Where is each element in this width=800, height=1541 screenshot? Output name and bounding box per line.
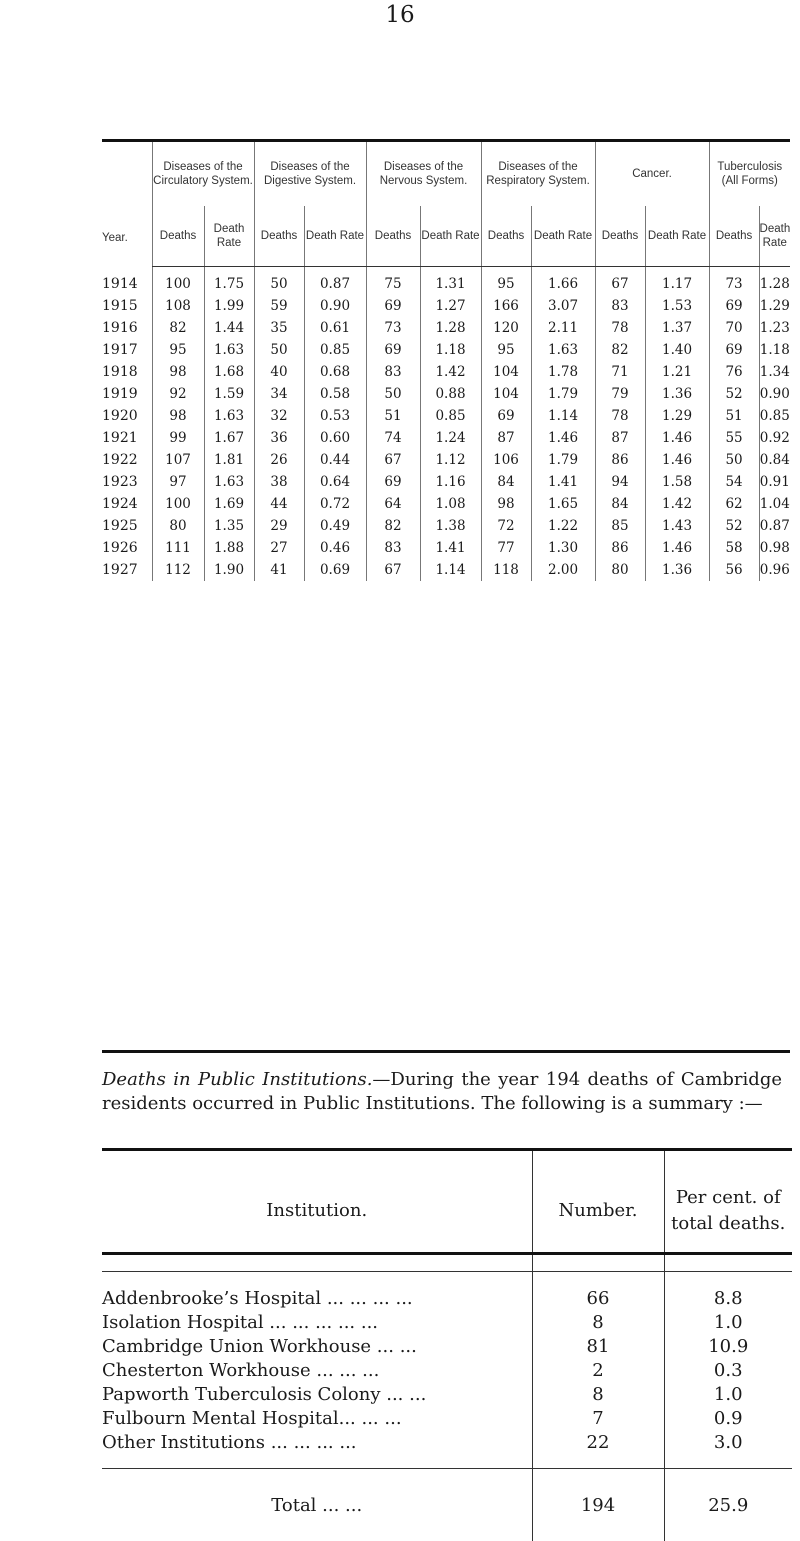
death-rate-cell: 1.40 (645, 339, 709, 361)
death-rate-cell: 1.08 (420, 493, 481, 515)
mortality-table (102, 142, 790, 581)
year-cell: 1918 (102, 361, 152, 383)
institution-percent: 0.9 (664, 1406, 792, 1430)
group-header-digestive: Diseases of the Digestive System. (254, 142, 366, 206)
total-label: Total ... ... (102, 1469, 532, 1541)
institution-column-header: Institution. (102, 1151, 532, 1272)
year-cell: 1923 (102, 471, 152, 493)
death-rate-cell: 2.00 (531, 559, 595, 581)
death-rate-cell: 1.59 (204, 383, 254, 405)
deaths-cell: 92 (152, 383, 204, 405)
deaths-cell: 50 (366, 383, 420, 405)
deaths-cell: 86 (595, 537, 645, 559)
deaths-cell: 40 (254, 361, 304, 383)
table-bottom-rule (102, 1050, 790, 1053)
death-rate-cell: 2.11 (531, 317, 595, 339)
death-rate-cell: 1.63 (204, 405, 254, 427)
death-rate-cell: 1.81 (204, 449, 254, 471)
total-number: 194 (532, 1469, 664, 1541)
deaths-cell: 67 (595, 267, 645, 296)
deaths-cell: 104 (481, 383, 531, 405)
deaths-cell: 75 (366, 267, 420, 296)
death-rate-cell: 1.63 (204, 471, 254, 493)
total-percent: 25.9 (664, 1469, 792, 1541)
deaths-cell: 73 (709, 267, 759, 296)
death-rate-cell: 0.90 (304, 295, 366, 317)
institution-name: Papworth Tuberculosis Colony ... ... (102, 1382, 532, 1406)
deaths-cell: 80 (595, 559, 645, 581)
deaths-cell: 112 (152, 559, 204, 581)
year-header: Year. (102, 142, 152, 267)
death-rate-cell: 1.41 (420, 537, 481, 559)
deaths-cell: 95 (481, 339, 531, 361)
death-rate-cell: 0.69 (304, 559, 366, 581)
group-header-cancer: Cancer. (595, 142, 709, 206)
death-rate-cell: 1.58 (645, 471, 709, 493)
institution-percent: 3.0 (664, 1430, 792, 1469)
table-row (102, 427, 790, 449)
death-rate-cell: 1.78 (531, 361, 595, 383)
death-rate-cell: 0.85 (304, 339, 366, 361)
death-rate-cell: 0.58 (304, 383, 366, 405)
deaths-cell: 86 (595, 449, 645, 471)
death-rate-cell: 1.12 (420, 449, 481, 471)
deaths-cell: 76 (709, 361, 759, 383)
institution-name: Addenbrooke’s Hospital ... ... ... ... (102, 1272, 532, 1311)
deaths-cell: 82 (152, 317, 204, 339)
death-rate-cell: 1.46 (645, 449, 709, 471)
deaths-cell: 52 (709, 383, 759, 405)
death-rate-cell: 1.46 (645, 427, 709, 449)
death-rate-cell: 0.64 (304, 471, 366, 493)
table-row (102, 515, 790, 537)
institution-row (102, 1310, 792, 1334)
year-cell: 1921 (102, 427, 152, 449)
death-rate-cell: 0.49 (304, 515, 366, 537)
institution-name: Other Institutions ... ... ... ... (102, 1430, 532, 1469)
deaths-cell: 82 (595, 339, 645, 361)
deaths-cell: 100 (152, 493, 204, 515)
death-rate-cell: 0.60 (304, 427, 366, 449)
deaths-cell: 120 (481, 317, 531, 339)
deaths-subheader: Deaths (152, 206, 204, 267)
death-rate-cell: 1.44 (204, 317, 254, 339)
death-rate-cell: 1.66 (531, 267, 595, 296)
deaths-cell: 104 (481, 361, 531, 383)
year-cell: 1919 (102, 383, 152, 405)
institution-number: 66 (532, 1272, 664, 1311)
death-rate-cell: 0.61 (304, 317, 366, 339)
deaths-cell: 87 (595, 427, 645, 449)
death-rate-cell: 1.28 (420, 317, 481, 339)
death-rate-subheader: Death Rate (759, 206, 790, 267)
table-row (102, 471, 790, 493)
institution-number: 81 (532, 1334, 664, 1358)
deaths-cell: 70 (709, 317, 759, 339)
death-rate-cell: 1.38 (420, 515, 481, 537)
institution-number: 8 (532, 1310, 664, 1334)
year-cell: 1924 (102, 493, 152, 515)
deaths-cell: 34 (254, 383, 304, 405)
death-rate-subheader: Death Rate (304, 206, 366, 267)
deaths-cell: 108 (152, 295, 204, 317)
table-row (102, 405, 790, 427)
death-rate-cell: 1.28 (759, 267, 790, 296)
institution-row (102, 1334, 792, 1358)
institution-number: 2 (532, 1358, 664, 1382)
table-row (102, 339, 790, 361)
death-rate-cell: 1.63 (531, 339, 595, 361)
year-cell: 1927 (102, 559, 152, 581)
deaths-cell: 79 (595, 383, 645, 405)
death-rate-cell: 1.22 (531, 515, 595, 537)
group-header-nervous: Diseases of the Nervous System. (366, 142, 481, 206)
death-rate-cell: 0.91 (759, 471, 790, 493)
deaths-cell: 35 (254, 317, 304, 339)
death-rate-cell: 1.36 (645, 383, 709, 405)
table-row (102, 361, 790, 383)
deaths-cell: 69 (366, 339, 420, 361)
death-rate-cell: 1.63 (204, 339, 254, 361)
death-rate-cell: 1.68 (204, 361, 254, 383)
table-row (102, 295, 790, 317)
death-rate-cell: 1.79 (531, 383, 595, 405)
death-rate-cell: 3.07 (531, 295, 595, 317)
deaths-cell: 29 (254, 515, 304, 537)
deaths-subheader: Deaths (481, 206, 531, 267)
deaths-cell: 27 (254, 537, 304, 559)
deaths-cell: 107 (152, 449, 204, 471)
institution-name: Chesterton Workhouse ... ... ... (102, 1358, 532, 1382)
death-rate-cell: 0.84 (759, 449, 790, 471)
deaths-cell: 50 (709, 449, 759, 471)
death-rate-cell: 1.14 (420, 559, 481, 581)
deaths-cell: 71 (595, 361, 645, 383)
death-rate-cell: 0.87 (304, 267, 366, 296)
death-rate-cell: 1.30 (531, 537, 595, 559)
deaths-cell: 50 (254, 339, 304, 361)
deaths-cell: 106 (481, 449, 531, 471)
deaths-cell: 67 (366, 449, 420, 471)
deaths-cell: 51 (709, 405, 759, 427)
institution-percent: 1.0 (664, 1310, 792, 1334)
deaths-subheader: Deaths (595, 206, 645, 267)
table-row (102, 493, 790, 515)
institutions-table (102, 1151, 792, 1541)
deaths-cell: 83 (366, 361, 420, 383)
table-row (102, 317, 790, 339)
deaths-cell: 50 (254, 267, 304, 296)
deaths-cell: 36 (254, 427, 304, 449)
death-rate-cell: 1.18 (759, 339, 790, 361)
death-rate-cell: 0.53 (304, 405, 366, 427)
deaths-cell: 78 (595, 317, 645, 339)
death-rate-cell: 1.43 (645, 515, 709, 537)
death-rate-cell: 1.69 (204, 493, 254, 515)
institutions-intro (102, 1068, 782, 1116)
number-column-header: Number. (532, 1151, 664, 1272)
death-rate-cell: 0.96 (759, 559, 790, 581)
institution-percent: 10.9 (664, 1334, 792, 1358)
deaths-cell: 56 (709, 559, 759, 581)
year-cell: 1925 (102, 515, 152, 537)
deaths-cell: 84 (595, 493, 645, 515)
deaths-cell: 100 (152, 267, 204, 296)
institution-row (102, 1430, 792, 1469)
institution-percent: 8.8 (664, 1272, 792, 1311)
death-rate-cell: 1.53 (645, 295, 709, 317)
death-rate-cell: 1.29 (645, 405, 709, 427)
deaths-cell: 82 (366, 515, 420, 537)
deaths-cell: 83 (595, 295, 645, 317)
deaths-cell: 95 (152, 339, 204, 361)
deaths-cell: 69 (709, 339, 759, 361)
death-rate-cell: 1.46 (531, 427, 595, 449)
death-rate-cell: 1.42 (420, 361, 481, 383)
death-rate-cell: 1.31 (420, 267, 481, 296)
death-rate-cell: 1.75 (204, 267, 254, 296)
year-cell: 1922 (102, 449, 152, 471)
year-cell: 1915 (102, 295, 152, 317)
deaths-cell: 111 (152, 537, 204, 559)
deaths-cell: 59 (254, 295, 304, 317)
group-header-respiratory: Diseases of the Respiratory System. (481, 142, 595, 206)
deaths-cell: 69 (366, 295, 420, 317)
death-rate-cell: 1.46 (645, 537, 709, 559)
deaths-cell: 54 (709, 471, 759, 493)
institution-percent: 0.3 (664, 1358, 792, 1382)
deaths-cell: 118 (481, 559, 531, 581)
deaths-cell: 99 (152, 427, 204, 449)
death-rate-cell: 0.90 (759, 383, 790, 405)
percent-column-header: Per cent. of total deaths. (664, 1151, 792, 1272)
death-rate-cell: 1.16 (420, 471, 481, 493)
deaths-cell: 98 (481, 493, 531, 515)
institution-number: 22 (532, 1430, 664, 1469)
deaths-subheader: Deaths (709, 206, 759, 267)
deaths-cell: 26 (254, 449, 304, 471)
death-rate-subheader: Death Rate (204, 206, 254, 267)
deaths-cell: 78 (595, 405, 645, 427)
year-cell: 1914 (102, 267, 152, 296)
deaths-cell: 55 (709, 427, 759, 449)
deaths-cell: 80 (152, 515, 204, 537)
table-row (102, 449, 790, 471)
deaths-cell: 51 (366, 405, 420, 427)
institutions-intro-text: —During the year 194 deaths of Cambridge residents occurred in Public Institutions. The following is a summary :— (102, 1069, 782, 1114)
institutions-table-bottom-rule (102, 1252, 792, 1255)
page-number: 16 (0, 2, 800, 28)
deaths-subheader: Deaths (254, 206, 304, 267)
death-rate-cell: 1.67 (204, 427, 254, 449)
year-cell: 1916 (102, 317, 152, 339)
deaths-cell: 44 (254, 493, 304, 515)
death-rate-cell: 0.46 (304, 537, 366, 559)
institution-percent: 1.0 (664, 1382, 792, 1406)
death-rate-cell: 1.34 (759, 361, 790, 383)
year-cell: 1920 (102, 405, 152, 427)
institution-row (102, 1406, 792, 1430)
deaths-cell: 32 (254, 405, 304, 427)
death-rate-cell: 1.79 (531, 449, 595, 471)
death-rate-cell: 1.35 (204, 515, 254, 537)
institution-number: 8 (532, 1382, 664, 1406)
death-rate-cell: 1.88 (204, 537, 254, 559)
institution-row (102, 1272, 792, 1311)
death-rate-cell: 1.23 (759, 317, 790, 339)
death-rate-subheader: Death Rate (531, 206, 595, 267)
deaths-cell: 85 (595, 515, 645, 537)
death-rate-cell: 1.14 (531, 405, 595, 427)
deaths-cell: 38 (254, 471, 304, 493)
institution-name: Cambridge Union Workhouse ... ... (102, 1334, 532, 1358)
deaths-cell: 94 (595, 471, 645, 493)
group-header-circulatory: Diseases of the Circulatory System. (152, 142, 254, 206)
table-row (102, 383, 790, 405)
death-rate-cell: 1.65 (531, 493, 595, 515)
death-rate-cell: 1.99 (204, 295, 254, 317)
deaths-cell: 73 (366, 317, 420, 339)
deaths-cell: 87 (481, 427, 531, 449)
death-rate-cell: 1.29 (759, 295, 790, 317)
institution-row (102, 1382, 792, 1406)
institution-name: Fulbourn Mental Hospital... ... ... (102, 1406, 532, 1430)
death-rate-cell: 1.21 (645, 361, 709, 383)
deaths-cell: 74 (366, 427, 420, 449)
deaths-cell: 72 (481, 515, 531, 537)
table-row (102, 537, 790, 559)
institutions-heading: Deaths in Public Institutions. (102, 1069, 372, 1090)
death-rate-cell: 0.98 (759, 537, 790, 559)
table-row (102, 267, 790, 296)
deaths-cell: 52 (709, 515, 759, 537)
death-rate-cell: 1.42 (645, 493, 709, 515)
death-rate-subheader: Death Rate (645, 206, 709, 267)
deaths-cell: 69 (366, 471, 420, 493)
death-rate-cell: 0.44 (304, 449, 366, 471)
death-rate-cell: 1.37 (645, 317, 709, 339)
deaths-cell: 166 (481, 295, 531, 317)
death-rate-cell: 1.04 (759, 493, 790, 515)
death-rate-cell: 0.68 (304, 361, 366, 383)
death-rate-cell: 1.36 (645, 559, 709, 581)
deaths-cell: 84 (481, 471, 531, 493)
death-rate-cell: 1.17 (645, 267, 709, 296)
deaths-cell: 98 (152, 405, 204, 427)
death-rate-cell: 0.85 (420, 405, 481, 427)
group-header-tuberculosis: Tuberculosis (All Forms) (709, 142, 790, 206)
deaths-cell: 64 (366, 493, 420, 515)
deaths-cell: 83 (366, 537, 420, 559)
deaths-cell: 58 (709, 537, 759, 559)
death-rate-cell: 1.18 (420, 339, 481, 361)
death-rate-cell: 0.87 (759, 515, 790, 537)
deaths-cell: 67 (366, 559, 420, 581)
deaths-cell: 95 (481, 267, 531, 296)
death-rate-subheader: Death Rate (420, 206, 481, 267)
death-rate-cell: 1.41 (531, 471, 595, 493)
deaths-cell: 41 (254, 559, 304, 581)
death-rate-cell: 0.85 (759, 405, 790, 427)
institution-row (102, 1358, 792, 1382)
death-rate-cell: 0.88 (420, 383, 481, 405)
institution-number: 7 (532, 1406, 664, 1430)
deaths-cell: 62 (709, 493, 759, 515)
death-rate-cell: 0.92 (759, 427, 790, 449)
death-rate-cell: 1.24 (420, 427, 481, 449)
death-rate-cell: 1.90 (204, 559, 254, 581)
death-rate-cell: 0.72 (304, 493, 366, 515)
deaths-cell: 97 (152, 471, 204, 493)
table-row (102, 559, 790, 581)
deaths-subheader: Deaths (366, 206, 420, 267)
death-rate-cell: 1.27 (420, 295, 481, 317)
deaths-cell: 69 (709, 295, 759, 317)
year-cell: 1926 (102, 537, 152, 559)
year-cell: 1917 (102, 339, 152, 361)
institution-name: Isolation Hospital ... ... ... ... ... (102, 1310, 532, 1334)
deaths-cell: 77 (481, 537, 531, 559)
deaths-cell: 98 (152, 361, 204, 383)
deaths-cell: 69 (481, 405, 531, 427)
